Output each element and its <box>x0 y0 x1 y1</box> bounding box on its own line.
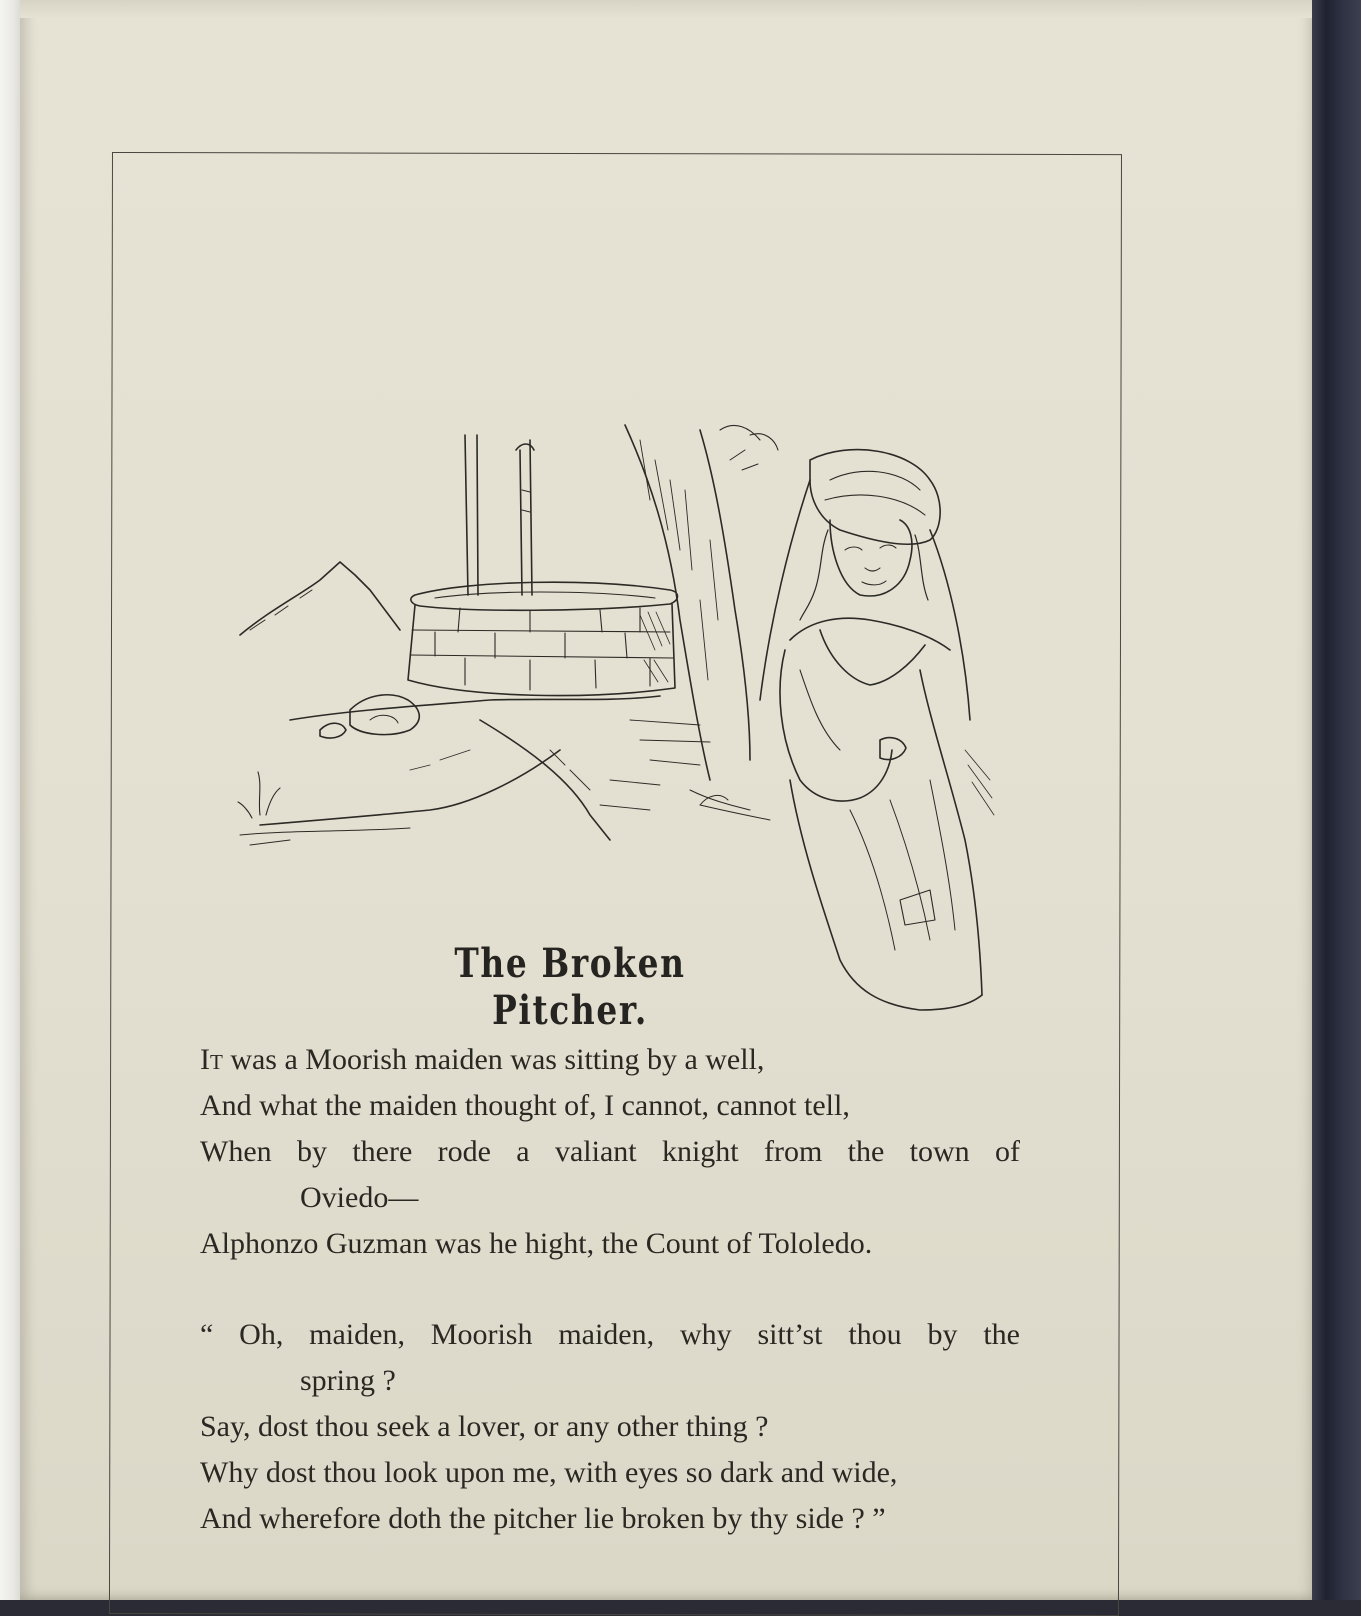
poem-line-continuation: spring ? <box>300 1364 396 1397</box>
book-cover-edge <box>1312 0 1361 1600</box>
poem-line: Alphonzo Guzman was he hight, the Count of Tololedo. <box>200 1227 873 1260</box>
poem-body <box>200 1037 1020 1542</box>
page-top-edge <box>20 0 1322 18</box>
poem-line: “ Oh, maiden, Moorish maiden, why sitt’st thou by the <box>200 1318 1020 1351</box>
maiden-well-illustration <box>230 420 1000 1020</box>
poem-line <box>200 1037 1020 1083</box>
poem-line: Say, dost thou seek a lover, or any other thing ? <box>200 1410 769 1443</box>
drop-word: It <box>200 1043 223 1076</box>
poem-title: The Broken Pitcher. <box>454 940 686 1034</box>
poem-line: Why dost thou look upon me, with eyes so dark and wide, <box>200 1456 898 1489</box>
stanza-gap <box>200 1267 1020 1312</box>
poem-line: And wherefore doth the pitcher lie broken by thy side ? ” <box>200 1502 886 1535</box>
poem-line-continuation: Oviedo— <box>300 1181 419 1214</box>
poem-line-text: was a Moorish maiden was sitting by a well, <box>230 1043 765 1076</box>
poem-line: And what the maiden thought of, I cannot, cannot tell, <box>200 1089 850 1122</box>
poem-line: When by there rode a valiant knight from the town of <box>200 1135 1020 1168</box>
